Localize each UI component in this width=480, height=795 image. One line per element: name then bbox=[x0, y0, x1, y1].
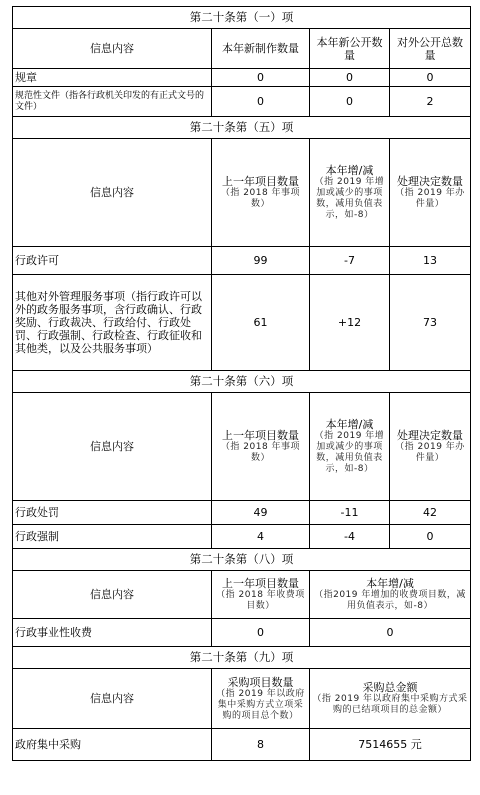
cell-value: 2 bbox=[390, 87, 471, 117]
header-purchase-count bbox=[212, 669, 310, 729]
header-label: 处理决定数量 bbox=[397, 175, 463, 188]
cell-value: 0 bbox=[212, 619, 310, 647]
header-note: （指 2019 年办件量） bbox=[395, 188, 465, 209]
table-row bbox=[13, 87, 471, 117]
header-note: （指 2019 年增加或减少的事项数，减用负值表示，如-8） bbox=[314, 177, 385, 220]
row-label: 行政事业性收费 bbox=[13, 619, 212, 647]
table-row bbox=[13, 729, 471, 761]
header-decisions bbox=[390, 393, 471, 501]
cell-value: 99 bbox=[212, 247, 310, 275]
section-title: 第二十条第（六）项 bbox=[13, 371, 471, 393]
cell-value: -7 bbox=[310, 247, 390, 275]
header-label: 上一年项目数量 bbox=[222, 175, 299, 188]
section-title-row bbox=[13, 647, 471, 669]
header-note: （指2019 年增加的收费项目数，减用负值表示，如-8） bbox=[314, 590, 466, 611]
header-label: 本年增/减 bbox=[325, 418, 374, 431]
section-title: 第二十条第（一）项 bbox=[13, 7, 471, 29]
cell-value: 61 bbox=[212, 275, 310, 371]
header-row bbox=[13, 571, 471, 619]
header-note: （指 2018 年收费项目数） bbox=[216, 590, 305, 611]
row-label: 规章 bbox=[13, 69, 212, 87]
header-row bbox=[13, 393, 471, 501]
section-title: 第二十条第（八）项 bbox=[13, 549, 471, 571]
cell-value: 0 bbox=[310, 69, 390, 87]
header-note: （指 2019 年以政府集中采购方式立项采购的项目总个数） bbox=[216, 688, 305, 721]
cell-value: 8 bbox=[212, 729, 310, 761]
cell-value: 13 bbox=[390, 247, 471, 275]
row-label: 行政强制 bbox=[13, 525, 212, 549]
row-label: 其他对外管理服务事项（指行政许可以外的政务服务事项，含行政确认、行政奖励、行政裁决、行政给付、行政处罚、行政强制、行政检查、行政征收和其他类，以及公共服务事项） bbox=[13, 275, 212, 371]
header-total-published: 对外公开总数量 bbox=[390, 29, 471, 69]
table-row bbox=[13, 619, 471, 647]
cell-value: 0 bbox=[310, 87, 390, 117]
row-label: 政府集中采购 bbox=[13, 729, 212, 761]
header-row bbox=[13, 29, 471, 69]
table-row bbox=[13, 525, 471, 549]
section-title-row bbox=[13, 7, 471, 29]
table-row bbox=[13, 69, 471, 87]
header-change bbox=[310, 139, 390, 247]
cell-value: 7514655 元 bbox=[310, 729, 471, 761]
table-row bbox=[13, 247, 471, 275]
header-info-content: 信息内容 bbox=[13, 139, 212, 247]
header-new-made: 本年新制作数量 bbox=[212, 29, 310, 69]
header-row bbox=[13, 139, 471, 247]
header-info-content: 信息内容 bbox=[13, 29, 212, 69]
header-info-content: 信息内容 bbox=[13, 393, 212, 501]
row-label: 规范性文件（指各行政机关印发的有正式文号的文件） bbox=[13, 87, 212, 117]
section-title-row bbox=[13, 549, 471, 571]
cell-value: +12 bbox=[310, 275, 390, 371]
header-previous-year bbox=[212, 571, 310, 619]
header-note: （指 2018 年事项数） bbox=[220, 442, 301, 463]
cell-value: 73 bbox=[390, 275, 471, 371]
header-previous-year bbox=[212, 393, 310, 501]
cell-value: 49 bbox=[212, 501, 310, 525]
header-new-published: 本年新公开数量 bbox=[310, 29, 390, 69]
section-title: 第二十条第（五）项 bbox=[13, 117, 471, 139]
table-row bbox=[13, 275, 471, 371]
header-change bbox=[310, 393, 390, 501]
header-label: 上一年项目数量 bbox=[222, 429, 299, 442]
section-title-row bbox=[13, 371, 471, 393]
section-title: 第二十条第（九）项 bbox=[13, 647, 471, 669]
header-label: 本年增/减 bbox=[366, 577, 414, 590]
header-label: 采购项目数量 bbox=[227, 675, 294, 689]
cell-value: 0 bbox=[212, 69, 310, 87]
header-label: 上一年项目数量 bbox=[222, 577, 299, 590]
cell-value: -4 bbox=[310, 525, 390, 549]
row-label: 行政许可 bbox=[13, 247, 212, 275]
header-note: （指 2019 年以政府集中采购方式采购的已结项项目的总金额） bbox=[312, 694, 468, 715]
section-title-row bbox=[13, 117, 471, 139]
cell-value: 42 bbox=[390, 501, 471, 525]
header-row bbox=[13, 669, 471, 729]
header-label: 处理决定数量 bbox=[397, 429, 463, 442]
header-note: （指 2018 年事项数） bbox=[220, 188, 301, 209]
header-info-content: 信息内容 bbox=[13, 669, 212, 729]
header-info-content: 信息内容 bbox=[13, 571, 212, 619]
disclosure-table bbox=[12, 6, 471, 761]
header-label: 本年增/减 bbox=[325, 164, 374, 177]
header-note: （指 2019 年办件量） bbox=[395, 442, 465, 463]
cell-value: -11 bbox=[310, 501, 390, 525]
header-label: 采购总金额 bbox=[362, 681, 418, 694]
header-decisions bbox=[390, 139, 471, 247]
cell-value: 0 bbox=[390, 69, 471, 87]
cell-value: 0 bbox=[310, 619, 471, 647]
header-previous-year bbox=[212, 139, 310, 247]
header-purchase-amount bbox=[310, 669, 471, 729]
cell-value: 0 bbox=[390, 525, 471, 549]
disclosure-document bbox=[12, 6, 470, 761]
cell-value: 4 bbox=[212, 525, 310, 549]
header-note: （指 2019 年增加或减少的事项数，减用负值表示，如-8） bbox=[314, 431, 385, 474]
table-row bbox=[13, 501, 471, 525]
row-label: 行政处罚 bbox=[13, 501, 212, 525]
cell-value: 0 bbox=[212, 87, 310, 117]
header-change bbox=[310, 571, 471, 619]
